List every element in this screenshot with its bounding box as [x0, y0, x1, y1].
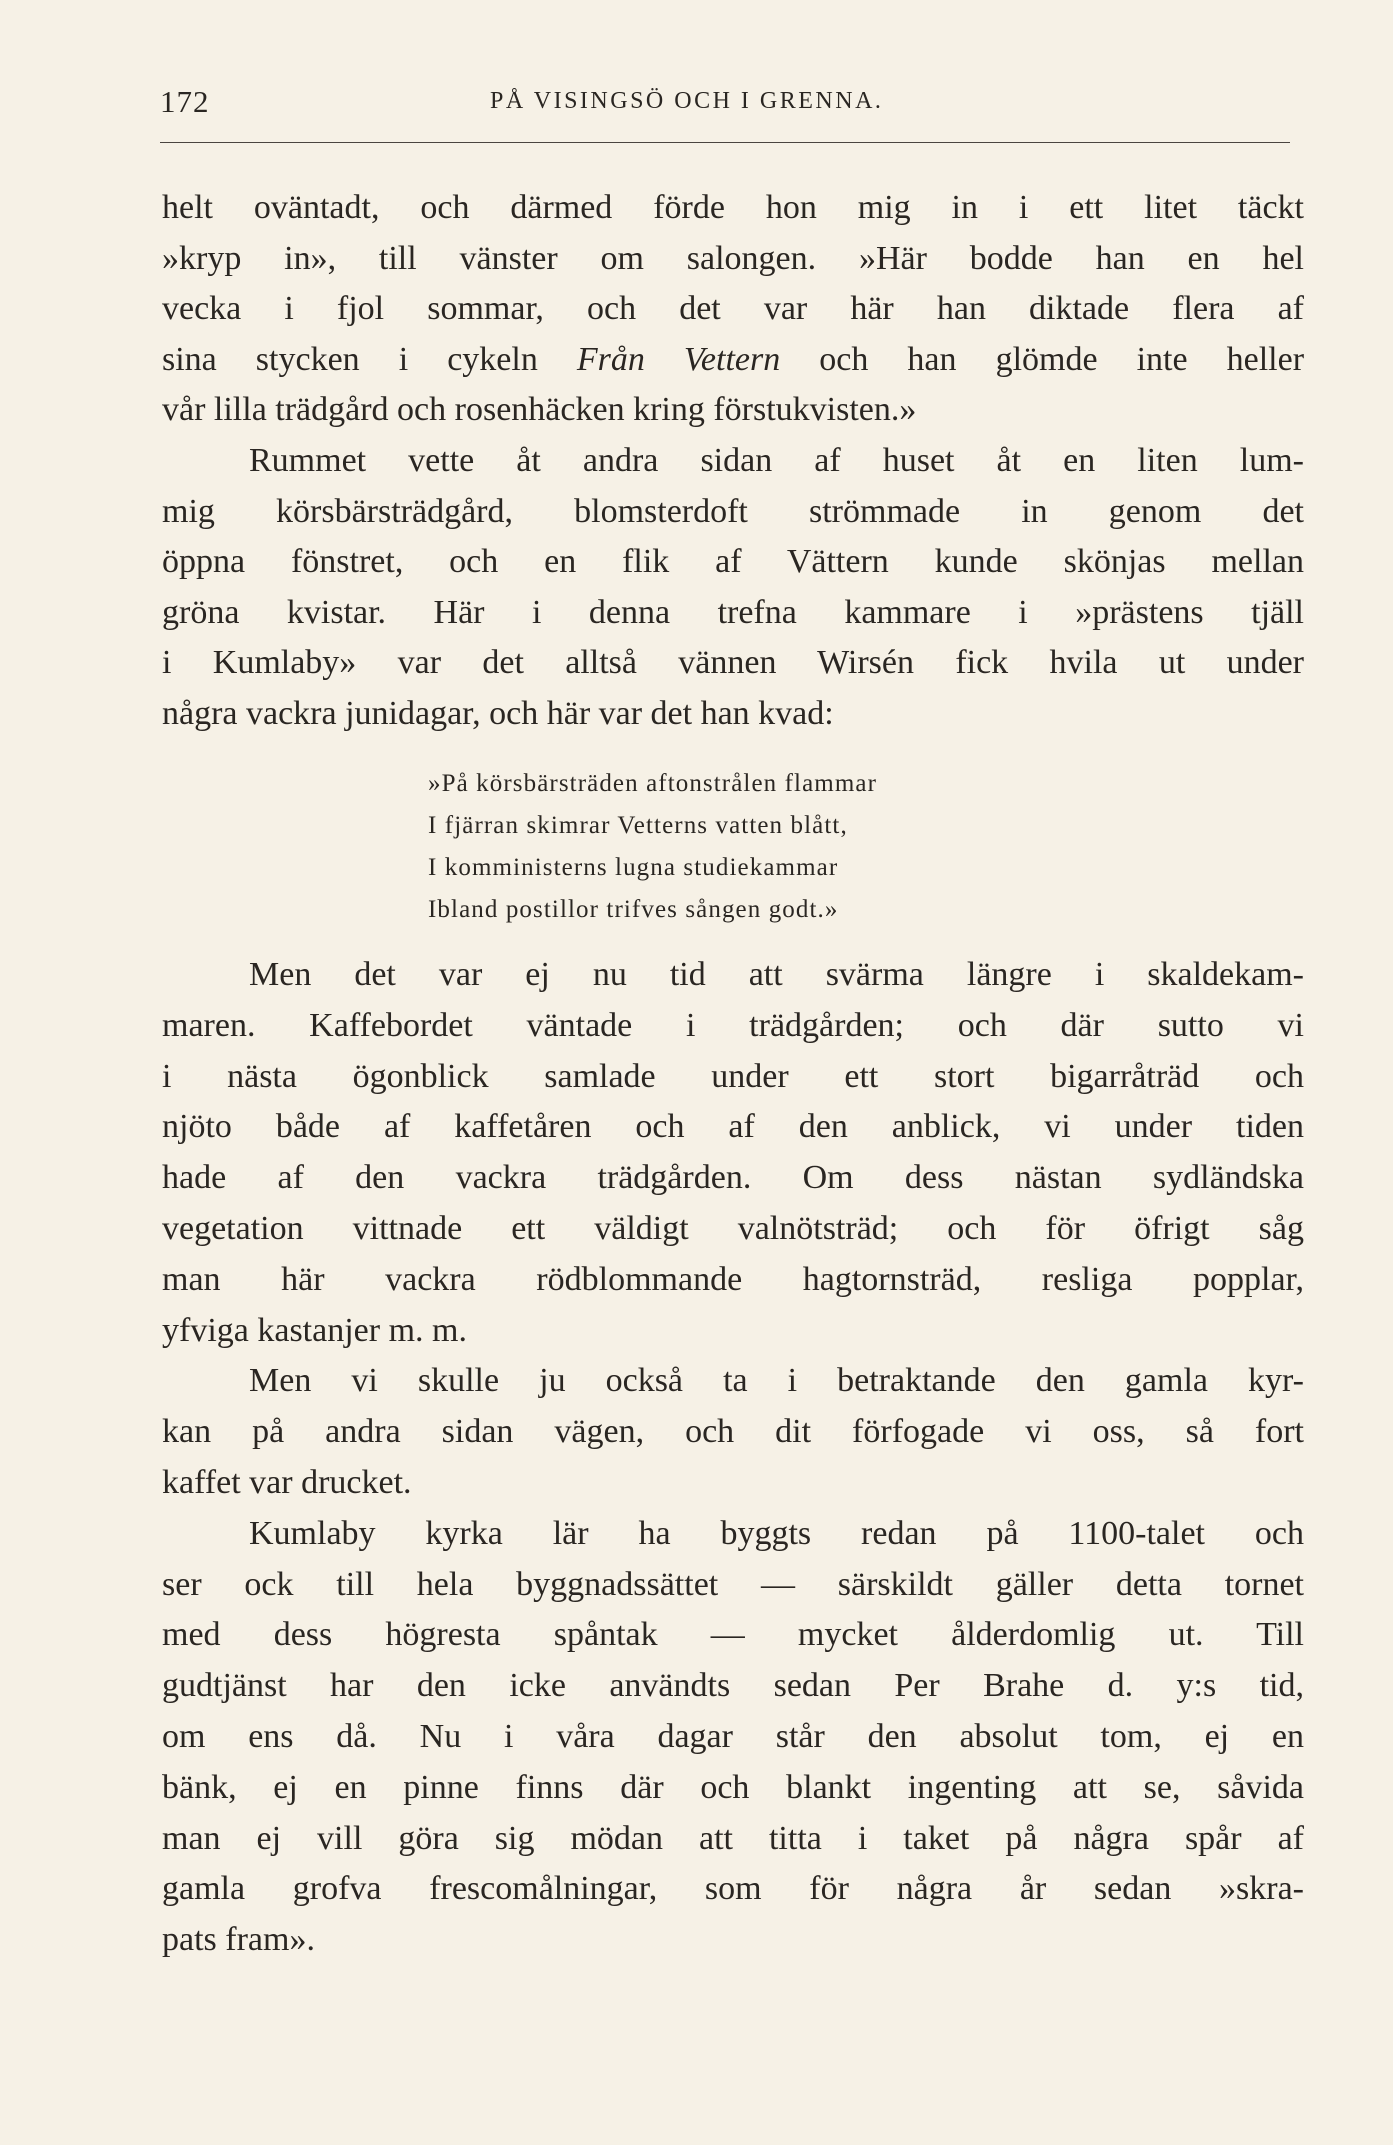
- text-line: man här vackra rödblommande hagtornsträd, resliga popplar,: [162, 1260, 1304, 1298]
- text-line: gröna kvistar. Här i denna trefna kammare i »prästens tjäll: [162, 593, 1304, 631]
- text-segment: och han glömde inte heller: [780, 340, 1305, 378]
- italic-title: Från Vettern: [576, 340, 781, 378]
- text-line: kan på andra sidan vägen, och dit förfogade vi oss, så fort: [162, 1413, 1304, 1451]
- page-header: [160, 84, 1290, 124]
- text-line: i Kumlaby» var det alltså vännen Wirsén fick hvila ut under: [162, 644, 1304, 682]
- text-line: Rummet vette åt andra sidan af huset åt en liten lum-: [249, 441, 1304, 479]
- text-line: njöto både af kaffetåren och af den anblick, vi under tiden: [162, 1108, 1304, 1146]
- text-line: bänk, ej en pinne finns där och blankt ingenting att se, såvida: [162, 1768, 1304, 1806]
- text-line: yfviga kastanjer m. m.: [162, 1311, 467, 1349]
- poem-quote: [428, 763, 1058, 931]
- text-line: gamla grofva frescomålningar, som för några år sedan »skra-: [162, 1870, 1304, 1908]
- text-line: man ej vill göra sig mödan att titta i taket på några spår af: [162, 1819, 1304, 1857]
- text-line: helt oväntadt, och därmed förde hon mig in i ett litet täckt: [162, 189, 1304, 226]
- header-rule: [160, 142, 1290, 143]
- text-line: ser ock till hela byggnadssättet — särskildt gäller detta tornet: [162, 1565, 1304, 1603]
- page-number: 172: [160, 84, 210, 119]
- text-line: Kumlaby kyrka lär ha byggts redan på 1100-talet och: [249, 1514, 1304, 1552]
- text-line: i nästa ögonblick samlade under ett stort bigarråträd och: [162, 1057, 1304, 1095]
- text-line: vår lilla trädgård och rosenhäcken kring förstukvisten.»: [162, 391, 917, 429]
- text-line: Men vi skulle ju också ta i betraktande den gamla kyr-: [249, 1362, 1304, 1400]
- text-block-lower: [162, 950, 1304, 1966]
- text-line: maren. Kaffebordet väntade i trädgården; och där sutto vi: [162, 1006, 1304, 1044]
- text-line-with-italic: [162, 335, 1304, 386]
- poem-line: Ibland postillor trifves sången godt.»: [428, 896, 839, 923]
- text-line: mig körsbärsträdgård, blomsterdoft strömmade in genom det: [162, 492, 1304, 530]
- text-line: Men det var ej nu tid att svärma längre i skaldekam-: [249, 956, 1304, 993]
- text-line: kaffet var drucket.: [162, 1463, 412, 1501]
- text-line: med dess högresta spåntak — mycket ålderdomlig ut. Till: [162, 1616, 1304, 1654]
- poem-line: »På körsbärsträden aftonstrålen flammar: [428, 770, 878, 797]
- text-block-upper: [162, 183, 1304, 740]
- text-line: hade af den vackra trädgården. Om dess nästan sydländska: [162, 1159, 1304, 1197]
- text-line: om ens då. Nu i våra dagar står den absolut tom, ej en: [162, 1717, 1304, 1755]
- text-line: öppna fönstret, och en flik af Vättern kunde skönjas mellan: [162, 543, 1304, 581]
- poem-line: I komministerns lugna studiekammar: [428, 854, 839, 881]
- text-segment: sina stycken i cykeln: [162, 340, 577, 378]
- text-line: vegetation vittnade ett väldigt valnötsträd; och för öfrigt såg: [162, 1209, 1304, 1247]
- poem-line: I fjärran skimrar Vetterns vatten blått,: [428, 812, 848, 839]
- running-title: PÅ VISINGSÖ OCH I GRENNA.: [490, 88, 884, 114]
- text-line: »kryp in», till vänster om salongen. »Här bodde han en hel: [162, 239, 1304, 277]
- text-line: vecka i fjol sommar, och det var här han diktade flera af: [162, 290, 1304, 328]
- text-line: några vackra junidagar, och här var det han kvad:: [162, 694, 834, 732]
- text-line: gudtjänst har den icke användts sedan Per Brahe d. y:s tid,: [162, 1667, 1304, 1705]
- text-line: pats fram».: [162, 1921, 315, 1959]
